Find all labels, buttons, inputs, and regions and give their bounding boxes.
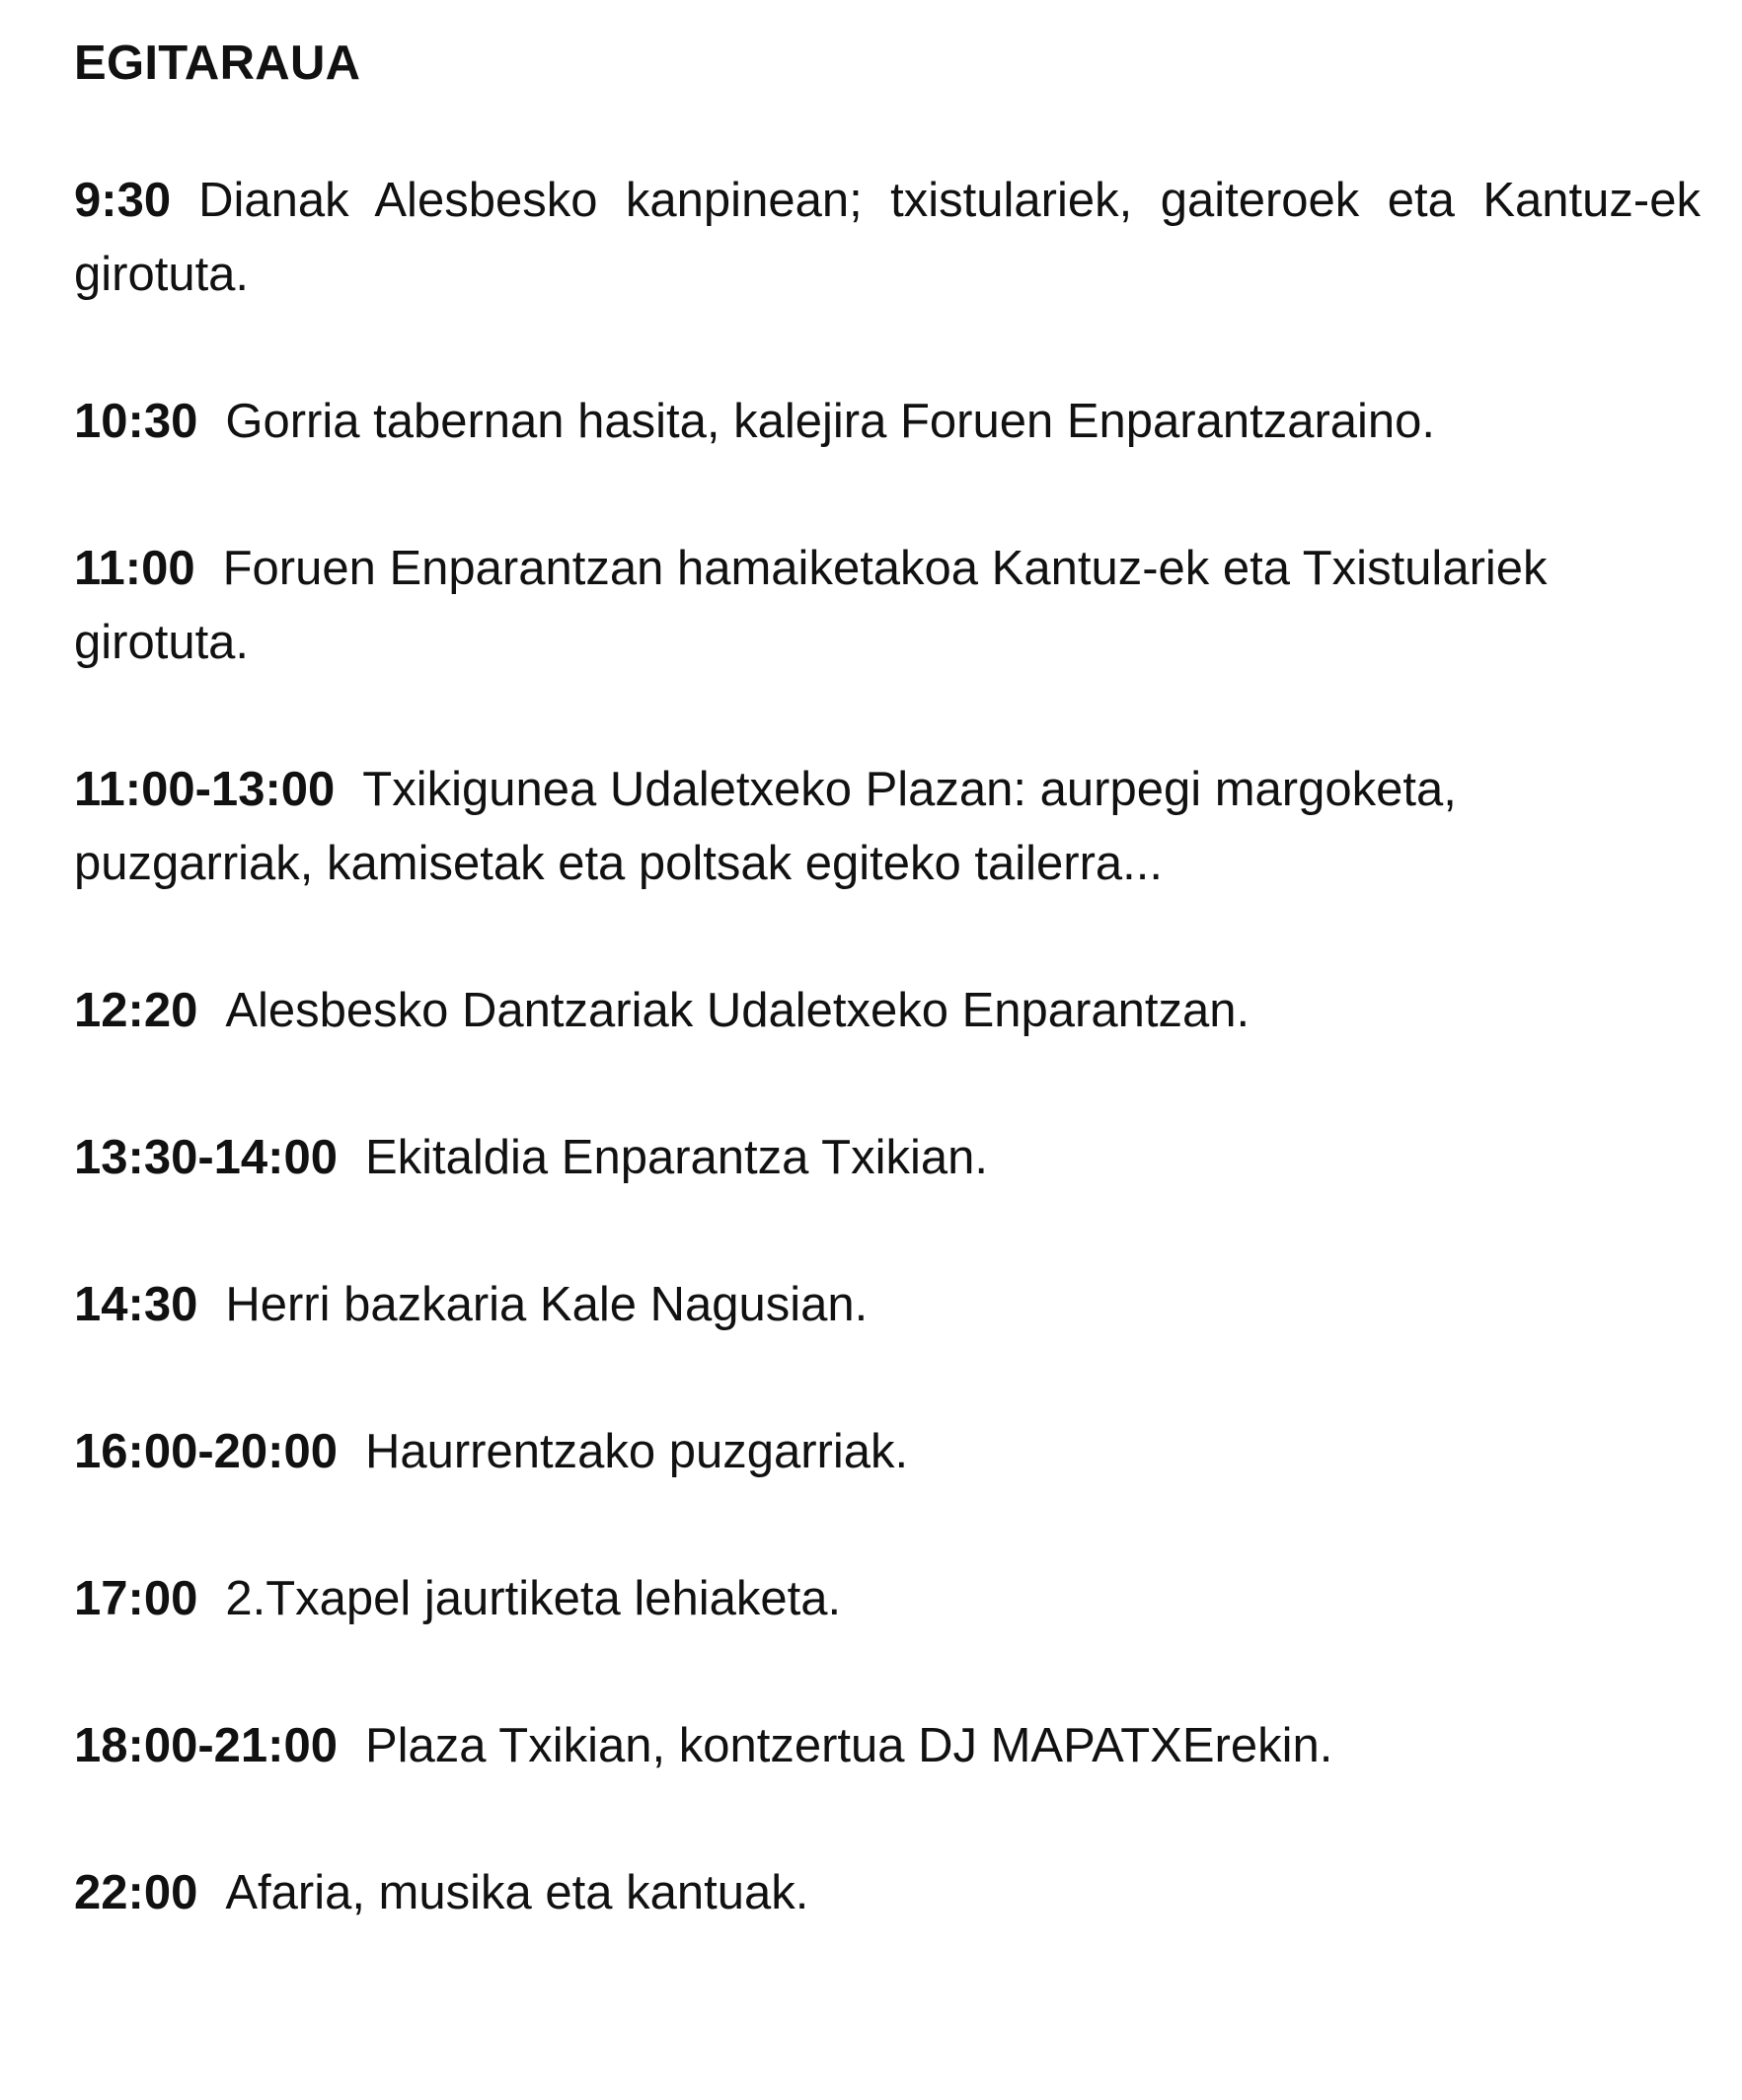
entry-text: Ekitaldia Enparantza Txikian. <box>364 1131 988 1184</box>
schedule-entry <box>74 1268 1701 1342</box>
entry-time: 9:30 <box>74 174 172 227</box>
entry-time: 14:30 <box>74 1278 198 1331</box>
entry-text: Plaza Txikian, kontzertua DJ MAPATXErekin. <box>364 1719 1333 1772</box>
program-document <box>74 34 1701 2003</box>
schedule-entry <box>74 532 1701 680</box>
entry-text: Afaria, musika eta kantuak. <box>225 1866 809 1919</box>
entry-time: 11:00 <box>74 542 195 595</box>
schedule-entry <box>74 385 1701 459</box>
entry-text: Foruen Enparantzan hamaiketakoa Kantuz-ek eta Txistulariek girotuta. <box>74 542 1548 669</box>
entry-text: Haurrentzako puzgarriak. <box>364 1425 909 1478</box>
entry-time: 22:00 <box>74 1866 198 1919</box>
schedule-entry <box>74 1856 1701 1930</box>
schedule-entry <box>74 164 1701 312</box>
entry-text: Herri bazkaria Kale Nagusian. <box>225 1278 869 1331</box>
entry-time: 12:20 <box>74 984 198 1037</box>
schedule-entry <box>74 1121 1701 1195</box>
entry-text: 2.Txapel jaurtiketa lehiaketa. <box>225 1572 842 1625</box>
entry-time: 17:00 <box>74 1572 198 1625</box>
schedule-entry <box>74 1415 1701 1489</box>
entry-time: 18:00-21:00 <box>74 1719 338 1772</box>
schedule-entry <box>74 1709 1701 1783</box>
entry-text: Dianak Alesbesko kanpinean; txistulariek, gaiteroek eta Kantuz-ek girotuta. <box>74 174 1701 301</box>
entry-text: Alesbesko Dantzariak Udaletxeko Enparantzan. <box>225 984 1250 1037</box>
schedule-entry <box>74 1562 1701 1636</box>
schedule-entry <box>74 974 1701 1048</box>
entry-time: 13:30-14:00 <box>74 1131 338 1184</box>
entry-text: Txikigunea Udaletxeko Plazan: aurpegi margoketa, puzgarriak, kamisetak eta poltsak egiteko tailerra... <box>74 763 1457 890</box>
entry-time: 11:00-13:00 <box>74 763 336 816</box>
schedule-entry <box>74 753 1701 901</box>
entry-time: 10:30 <box>74 395 198 448</box>
entry-text: Gorria tabernan hasita, kalejira Foruen Enparantzaraino. <box>225 395 1436 448</box>
entry-time: 16:00-20:00 <box>74 1425 338 1478</box>
document-title: EGITARAUA <box>74 37 361 90</box>
